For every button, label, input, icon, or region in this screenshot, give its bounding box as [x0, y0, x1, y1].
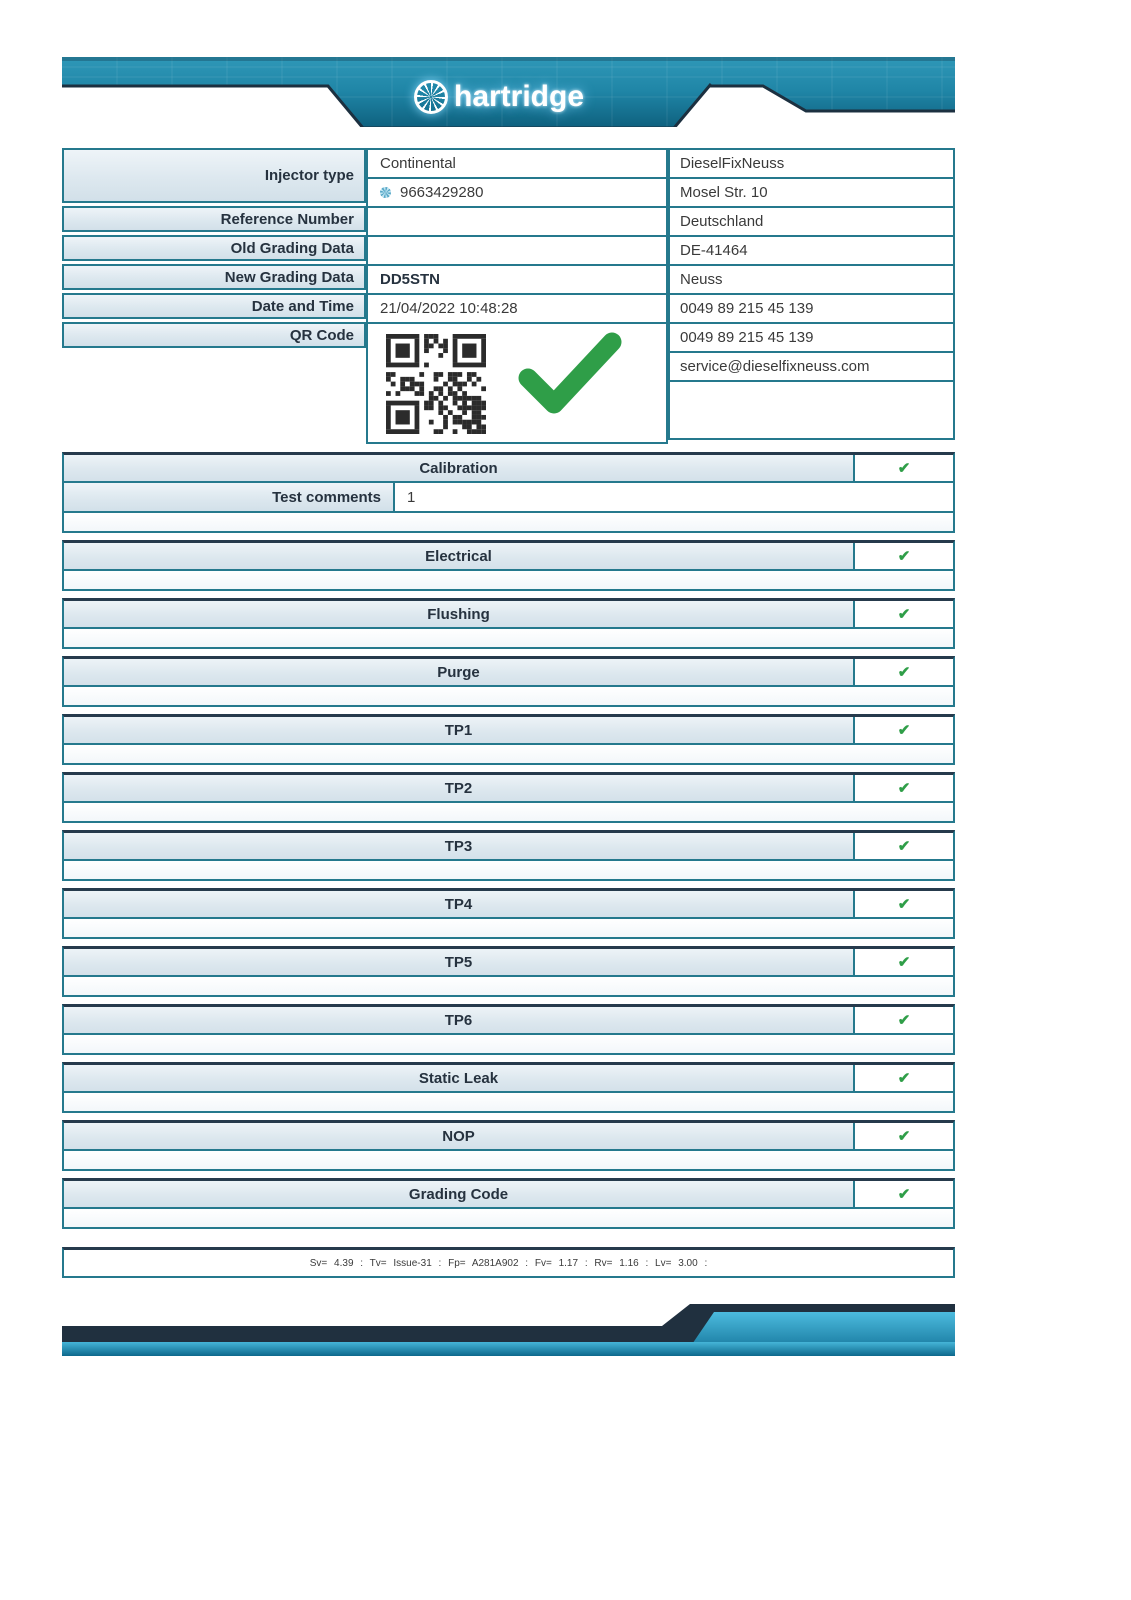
- test-comments-label: Test comments: [64, 483, 395, 511]
- section-label: TP4: [64, 891, 853, 917]
- test-section-tp3: [62, 830, 955, 881]
- part-number-icon: [380, 187, 391, 198]
- section-check-icon: ✔: [853, 1065, 953, 1091]
- version-info-bar: [62, 1247, 955, 1278]
- section-check-icon: ✔: [853, 1007, 953, 1033]
- section-label: TP3: [64, 833, 853, 859]
- empty-row: [64, 513, 953, 531]
- old-grading-label: Old Grading Data: [62, 235, 366, 261]
- workshop-contact-column: [668, 148, 955, 440]
- hartridge-logo-text: hartridge: [454, 80, 585, 113]
- version-info-text: Sv= 4.39 : Tv= Issue-31 : Fp= A281A902 : Fv= 1.17 : Rv= 1.16 : Lv= 3.00 :: [309, 1257, 708, 1269]
- reference-number-value: [368, 208, 666, 237]
- workshop-city: Neuss: [670, 266, 953, 295]
- test-section-tp2: [62, 772, 955, 823]
- test-section-purge: [62, 656, 955, 707]
- empty-row: [64, 919, 953, 937]
- test-section-static-leak: [62, 1062, 955, 1113]
- calibration-check-icon: ✔: [853, 455, 953, 481]
- hartridge-logo: [414, 75, 674, 119]
- section-check-icon: ✔: [853, 775, 953, 801]
- test-results-list: [62, 452, 955, 1278]
- test-section-electrical: [62, 540, 955, 591]
- section-check-icon: ✔: [853, 543, 953, 569]
- empty-row: [64, 687, 953, 705]
- empty-row: [64, 977, 953, 995]
- section-check-icon: ✔: [853, 659, 953, 685]
- test-section-tp5: [62, 946, 955, 997]
- empty-row: [64, 1151, 953, 1169]
- section-check-icon: ✔: [853, 949, 953, 975]
- section-label: TP5: [64, 949, 853, 975]
- section-label: Grading Code: [64, 1181, 853, 1207]
- empty-row: [64, 803, 953, 821]
- footer-banner: [62, 1300, 955, 1358]
- info-label-column: [62, 148, 366, 351]
- new-grading-label: New Grading Data: [62, 264, 366, 290]
- empty-row: [64, 571, 953, 589]
- workshop-phone-2: 0049 89 215 45 139: [670, 324, 953, 353]
- info-value-column: [366, 148, 668, 444]
- workshop-name: DieselFixNeuss: [670, 150, 953, 179]
- test-section-tp1: [62, 714, 955, 765]
- section-check-icon: ✔: [853, 717, 953, 743]
- section-check-icon: ✔: [853, 601, 953, 627]
- empty-row: [64, 745, 953, 763]
- workshop-street: Mosel Str. 10: [670, 179, 953, 208]
- section-check-icon: ✔: [853, 891, 953, 917]
- header-banner: [62, 55, 955, 127]
- section-check-icon: ✔: [853, 1123, 953, 1149]
- date-time-label: Date and Time: [62, 293, 366, 319]
- test-section-flushing: [62, 598, 955, 649]
- injector-part-number-value: 9663429280: [400, 184, 484, 201]
- section-check-icon: ✔: [853, 833, 953, 859]
- contact-empty-cell: [670, 382, 953, 438]
- footer-banner-graphic: [62, 1300, 955, 1358]
- qr-code-label: QR Code: [62, 322, 366, 348]
- section-label: TP1: [64, 717, 853, 743]
- section-label: Electrical: [64, 543, 853, 569]
- test-section-tp4: [62, 888, 955, 939]
- injector-type-label: Injector type: [62, 148, 366, 203]
- section-label: TP6: [64, 1007, 853, 1033]
- injector-info-table: [62, 148, 955, 444]
- test-passed-check-icon: [518, 332, 622, 416]
- empty-row: [64, 629, 953, 647]
- test-section-nop: [62, 1120, 955, 1171]
- test-comments-value: 1: [407, 488, 416, 506]
- date-time-value: 21/04/2022 10:48:28: [368, 295, 666, 324]
- injector-part-number-cell: [368, 179, 666, 208]
- workshop-postcode: DE-41464: [670, 237, 953, 266]
- section-label: TP2: [64, 775, 853, 801]
- hartridge-wheel-icon: [414, 80, 448, 114]
- test-section-tp6: [62, 1004, 955, 1055]
- workshop-email: service@dieselfixneuss.com: [670, 353, 953, 382]
- empty-row: [64, 861, 953, 879]
- workshop-phone-1: 0049 89 215 45 139: [670, 295, 953, 324]
- injector-make-value: Continental: [368, 150, 666, 179]
- section-label: Flushing: [64, 601, 853, 627]
- test-section-calibration: [62, 452, 955, 533]
- calibration-label: Calibration: [64, 455, 853, 481]
- workshop-country: Deutschland: [670, 208, 953, 237]
- qr-code-image: [386, 334, 486, 434]
- section-label: Purge: [64, 659, 853, 685]
- empty-row: [64, 1093, 953, 1111]
- section-label: NOP: [64, 1123, 853, 1149]
- old-grading-value: [368, 237, 666, 266]
- empty-row: [64, 1209, 953, 1227]
- new-grading-value: DD5STN: [368, 266, 666, 295]
- empty-row: [64, 1035, 953, 1053]
- qr-code-cell: [368, 324, 666, 442]
- reference-number-label: Reference Number: [62, 206, 366, 232]
- section-check-icon: ✔: [853, 1181, 953, 1207]
- section-label: Static Leak: [64, 1065, 853, 1091]
- test-section-grading-code: [62, 1178, 955, 1229]
